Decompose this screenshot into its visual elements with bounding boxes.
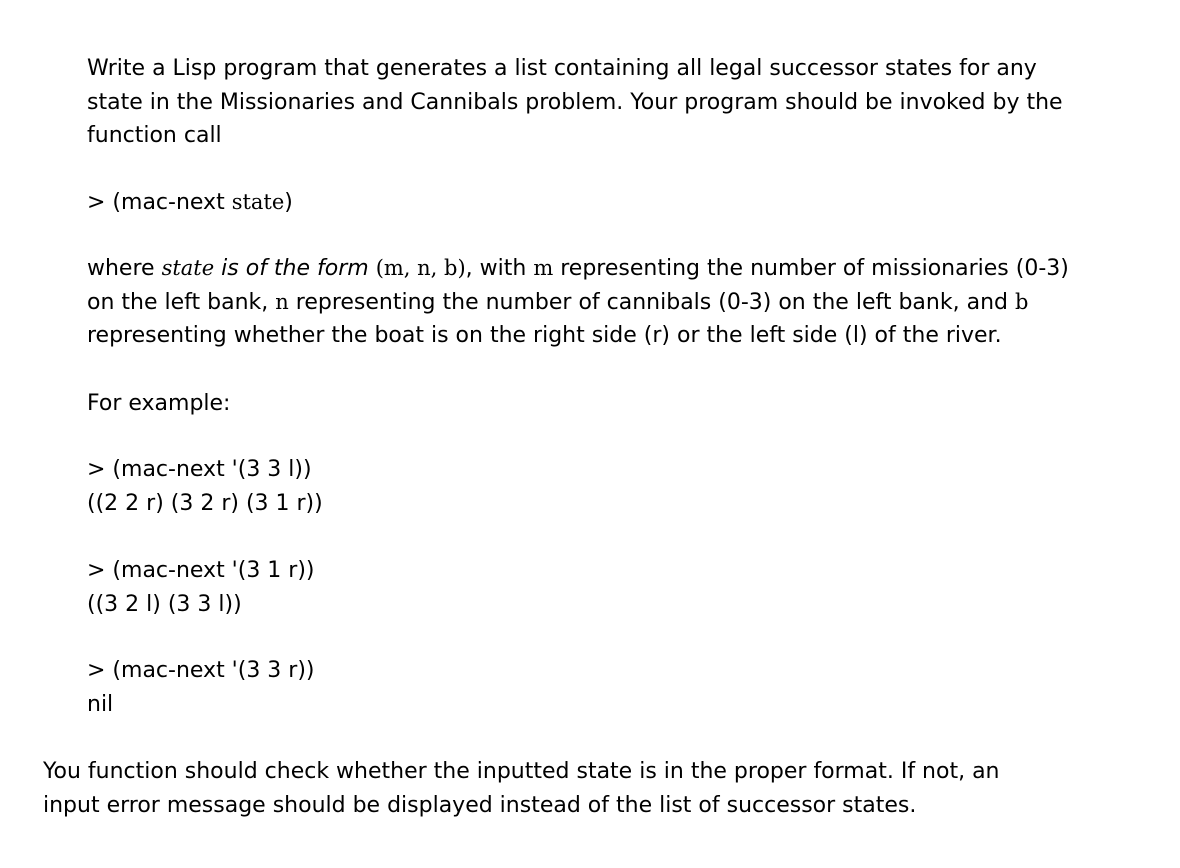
example-output: nil: [87, 691, 114, 717]
example-block: [87, 654, 315, 721]
desc-text: , with: [465, 256, 534, 281]
invocation-prompt: > (mac-next: [87, 190, 232, 215]
closing-line-1: You function should check whether the inputted state is in the proper format. If not, an: [43, 759, 1000, 784]
desc-text: where: [87, 256, 162, 281]
desc-state-var: state: [161, 256, 215, 280]
example-block: [87, 453, 323, 520]
invocation-arg: state: [231, 190, 285, 214]
description-line-1: [87, 252, 1069, 286]
desc-text: representing the number of missionaries (0-3): [553, 256, 1069, 281]
example-input: > (mac-next '(3 1 r)): [87, 558, 315, 583]
intro-line-1: Write a Lisp program that generates a list containing all legal successor states for any: [87, 56, 1037, 81]
desc-form: (m, n, b): [375, 256, 466, 280]
example-output: ((3 2 l) (3 3 l)): [87, 591, 242, 617]
description-line-2: [87, 286, 1069, 320]
intro-line-3: function call: [87, 123, 222, 148]
desc-text-italic: is of the form: [214, 256, 376, 281]
intro-paragraph: [87, 52, 1063, 153]
closing-paragraph: [43, 755, 1000, 822]
desc-text: representing the number of cannibals (0-3) on the left bank, and: [288, 289, 1015, 315]
invocation-close: ): [284, 190, 293, 215]
description-line-3: representing whether the boat is on the right side (r) or the left side (l) of the river.: [87, 323, 1002, 348]
closing-line-2: input error message should be displayed instead of the list of successor states.: [43, 792, 917, 818]
example-input: > (mac-next '(3 3 r)): [87, 658, 315, 683]
intro-line-2: state in the Missionaries and Cannibals problem. Your program should be invoked by the: [87, 89, 1063, 115]
desc-text: on the left bank,: [87, 289, 276, 315]
desc-b-var: b: [1014, 289, 1029, 314]
description-paragraph: [87, 252, 1069, 353]
desc-m-var: m: [533, 256, 554, 280]
desc-n-var: n: [275, 289, 289, 314]
example-block: [87, 554, 315, 621]
example-output: ((2 2 r) (3 2 r) (3 1 r)): [87, 490, 323, 516]
invocation-line: [87, 186, 293, 220]
example-input: > (mac-next '(3 3 l)): [87, 457, 312, 482]
for-example-label: For example:: [87, 391, 231, 416]
